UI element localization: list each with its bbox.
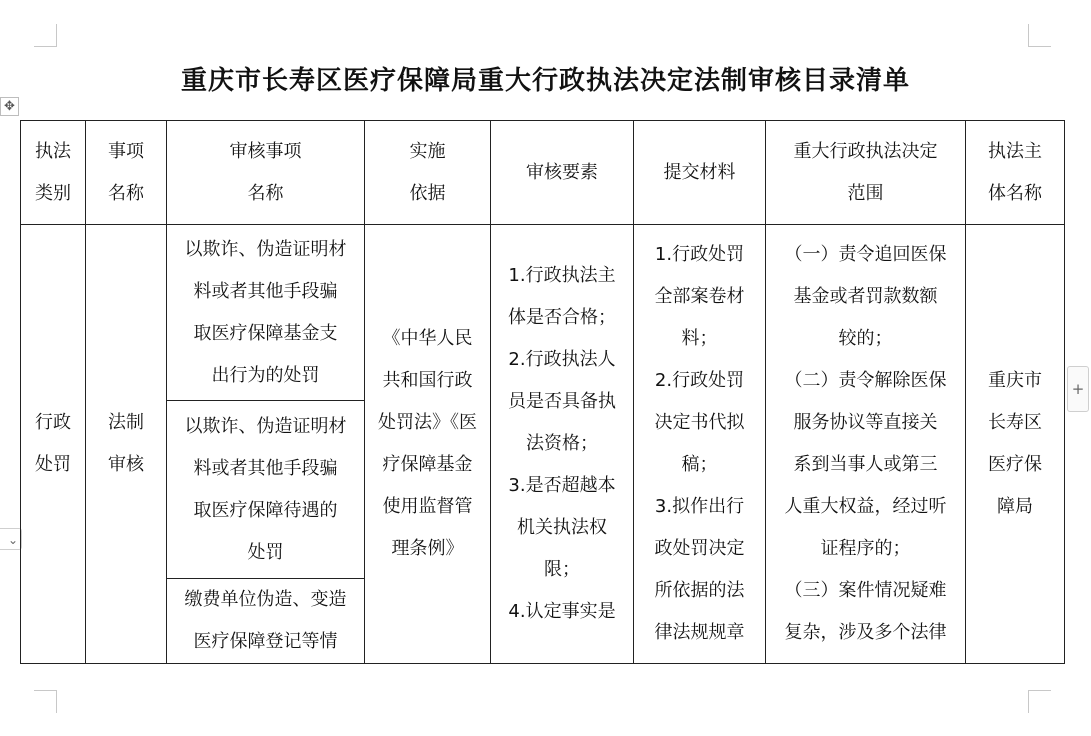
review-catalog-table xyxy=(20,120,1065,664)
document-title: 重庆市长寿区医疗保障局重大行政执法决定法制审核目录清单 xyxy=(180,66,910,96)
cell-review-item-1: 以欺诈、伪造证明材 料或者其他手段骗 取医疗保障基金支 出行为的处罚 xyxy=(167,225,365,401)
cell-review-item-2: 以欺诈、伪造证明材 料或者其他手段骗 取医疗保障待遇的 处罚 xyxy=(167,401,365,579)
page-corner-mark-bottom-right xyxy=(1028,690,1051,713)
page-corner-mark-top-left xyxy=(34,24,57,47)
header-subject: 执法主 体名称 xyxy=(966,121,1065,225)
header-basis: 实施 依据 xyxy=(365,121,491,225)
cell-basis: 《中华人民 共和国行政 处罚法》《医 疗保障基金 使用监督管 理条例》 xyxy=(365,225,491,664)
header-review-item-name: 审核事项 名称 xyxy=(167,121,365,225)
cell-materials: 1.行政处罚 全部案卷材 料； 2.行政处罚 决定书代拟 稿； 3.拟作出行 政处罚决定 所依据的法 律法规规章 xyxy=(634,225,766,664)
header-scope: 重大行政执法决定 范围 xyxy=(766,121,966,225)
add-column-icon[interactable]: + xyxy=(1067,366,1089,412)
cell-review-item-3: 缴费单位伪造、变造 医疗保障登记等情 xyxy=(167,579,365,664)
row-options-chevron-icon[interactable]: ⌄ xyxy=(0,528,22,550)
cell-item-name: 法制 审核 xyxy=(86,225,167,664)
cell-scope: （一）责令追回医保 基金或者罚款数额 较的； （二）责令解除医保 服务协议等直接关 系到当事人或第三 人重大权益，经过听 证程序的； （三）案件情况疑难 复杂，涉及多个法律 xyxy=(766,225,966,664)
cell-review-elements: 1.行政执法主 体是否合格； 2.行政执法人 员是否具备执 法资格； 3.是否超越本 机关执法权 限； 4.认定事实是 xyxy=(491,225,634,664)
table-move-handle-icon[interactable]: ✥ xyxy=(0,97,19,116)
cell-subject: 重庆市 长寿区 医疗保 障局 xyxy=(966,225,1065,664)
header-review-elements: 审核要素 xyxy=(491,121,634,225)
page-corner-mark-bottom-left xyxy=(34,690,57,713)
cell-enforcement-type: 行政 处罚 xyxy=(21,225,86,664)
header-enforcement-type: 执法 类别 xyxy=(21,121,86,225)
header-item-name: 事项 名称 xyxy=(86,121,167,225)
table-header-row xyxy=(21,121,1065,225)
table-row xyxy=(21,225,1065,401)
page-corner-mark-top-right xyxy=(1028,24,1051,47)
header-materials: 提交材料 xyxy=(634,121,766,225)
